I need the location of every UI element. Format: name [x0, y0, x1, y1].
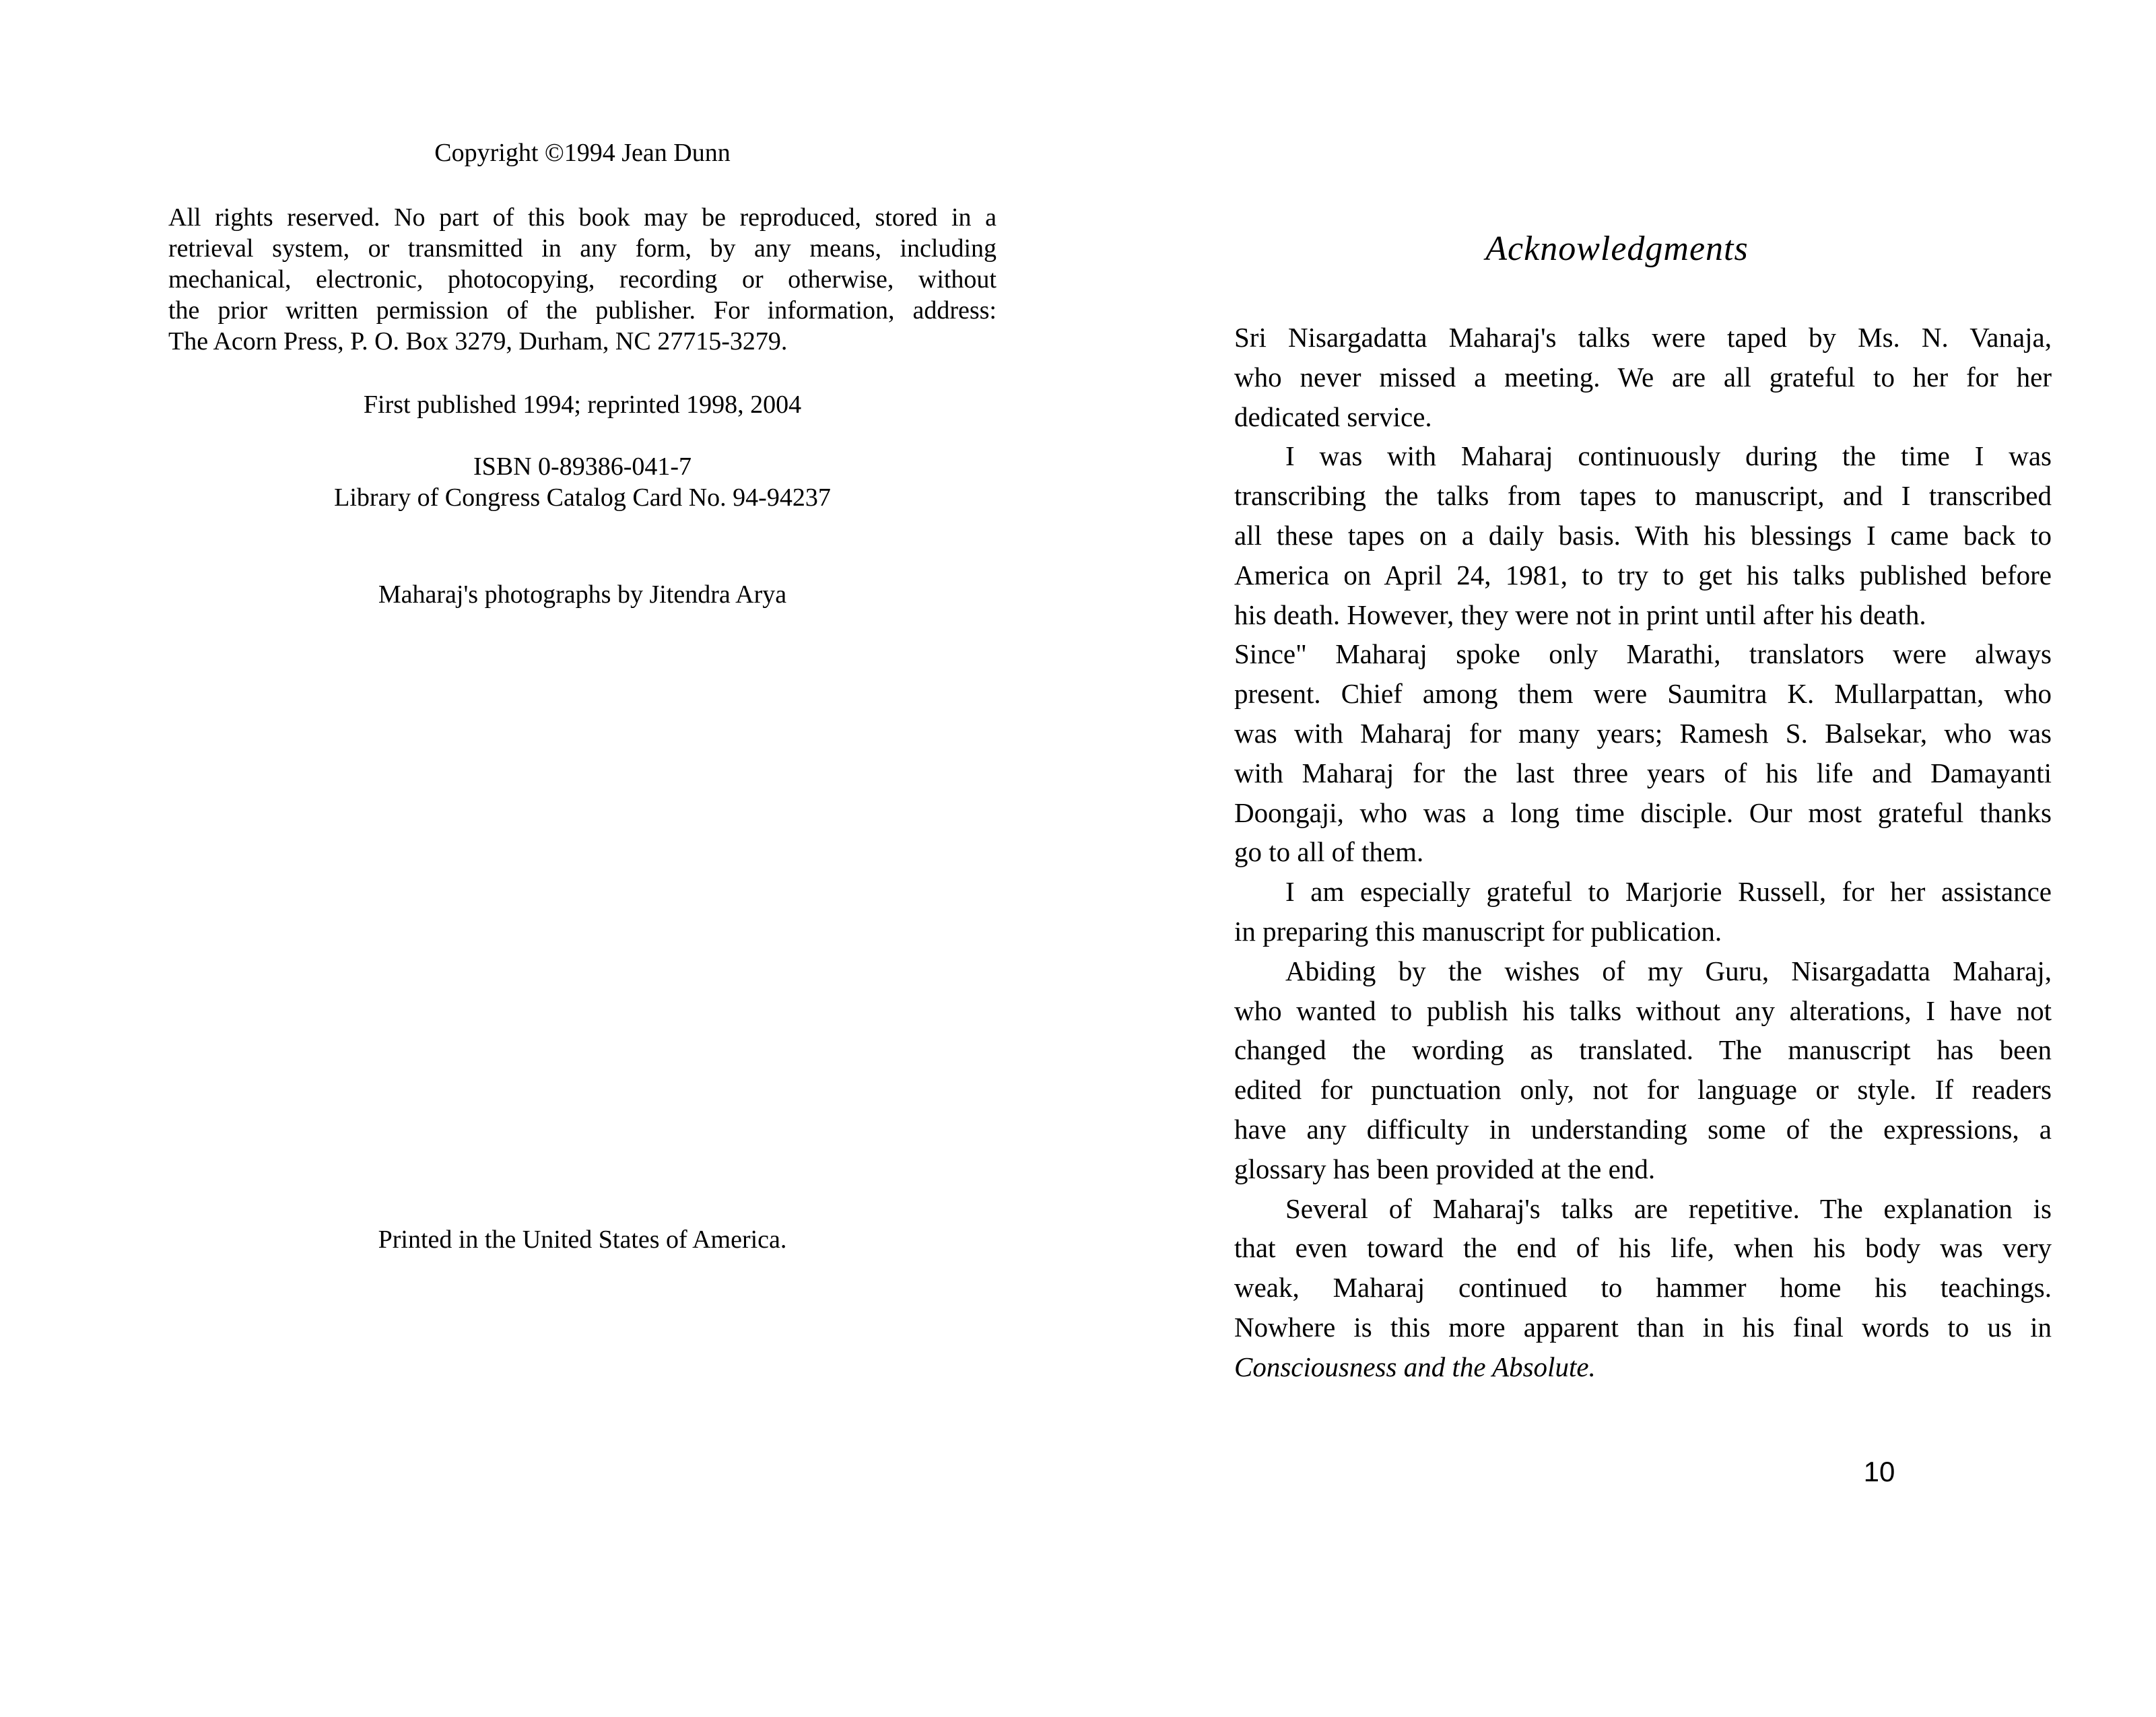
- isbn: ISBN 0-89386-041-7: [473, 452, 692, 481]
- body-line: Nowhere is this more apparent than in his final words to us in: [1234, 1311, 2052, 1343]
- body-line: all these tapes on a daily basis. With his blessings I came back to: [1234, 519, 2052, 551]
- body-line: I am especially grateful to Marjorie Russell, for her assistance: [1285, 876, 2052, 908]
- body-line: Abiding by the wishes of my Guru, Nisargadatta Maharaj,: [1285, 955, 2052, 986]
- body-line: his death. However, they were not in print until after his death.: [1234, 599, 1926, 630]
- photo-credit: Maharaj's photographs by Jitendra Arya: [378, 580, 787, 609]
- body-line: Sri Nisargadatta Maharaj's talks were taped by Ms. N. Vanaja,: [1234, 322, 2052, 353]
- body-line: America on April 24, 1981, to try to get his talks published before: [1234, 559, 2052, 591]
- library-of-congress-card: Library of Congress Catalog Card No. 94-94237: [334, 483, 831, 512]
- body-line: changed the wording as translated. The manuscript has been: [1234, 1034, 2052, 1066]
- printed-in-notice: Printed in the United States of America.: [378, 1225, 787, 1254]
- body-line: who never missed a meeting. We are all grateful to her for her: [1234, 361, 2052, 393]
- body-line: in preparing this manuscript for publication.: [1234, 915, 1722, 947]
- body-line: Since" Maharaj spoke only Marathi, translators were always: [1234, 638, 2052, 670]
- rights-line: mechanical, electronic, photocopying, recording or otherwise, without: [168, 265, 997, 294]
- body-line: go to all of them.: [1234, 836, 1424, 868]
- rights-line: All rights reserved. No part of this book may be reproduced, stored in a: [168, 203, 997, 232]
- body-line: with Maharaj for the last three years of his life and Damayanti: [1234, 757, 2052, 788]
- publication-history: First published 1994; reprinted 1998, 2004: [363, 391, 802, 419]
- body-line: transcribing the talks from tapes to manuscript, and I transcribed: [1234, 480, 2052, 512]
- right-page: [1078, 0, 2156, 1717]
- acknowledgments-title-text: Acknowledgments: [1485, 230, 1749, 268]
- body-line: Doongaji, who was a long time disciple. Our most grateful thanks: [1234, 797, 2052, 828]
- body-line: was with Maharaj for many years; Ramesh S. Balsekar, who was: [1234, 717, 2052, 749]
- body-line: edited for punctuation only, not for language or style. If readers: [1234, 1074, 2052, 1106]
- body-line: have any difficulty in understanding some of the expressions, a: [1234, 1113, 2052, 1145]
- rights-line: the prior written permission of the publisher. For information, address:: [168, 296, 997, 325]
- body-line-book-title: [1234, 1347, 2052, 1387]
- rights-statement: [168, 202, 997, 357]
- acknowledgments-title: [1078, 229, 2156, 269]
- body-line: who wanted to publish his talks without any alterations, I have not: [1234, 995, 2052, 1026]
- book-title-italic: Consciousness and the Absolute.: [1234, 1351, 1596, 1382]
- rights-line: retrieval system, or transmitted in any form, by any means, including: [168, 234, 997, 263]
- body-line: I was with Maharaj continuously during the time I was: [1285, 440, 2052, 472]
- copyright-notice: Copyright ©1994 Jean Dunn: [434, 139, 731, 167]
- body-line: dedicated service.: [1234, 401, 1432, 432]
- body-line: glossary has been provided at the end.: [1234, 1153, 1656, 1184]
- acknowledgments-body: [1234, 318, 2052, 1387]
- body-line: weak, Maharaj continued to hammer home his teachings.: [1234, 1272, 2052, 1304]
- body-line: Several of Maharaj's talks are repetitive. The explanation is: [1285, 1192, 2052, 1224]
- body-line: that even toward the end of his life, when his body was very: [1234, 1232, 2052, 1264]
- rights-line: The Acorn Press, P. O. Box 3279, Durham, NC 27715-3279.: [168, 327, 788, 356]
- page-number: 10: [1863, 1456, 1895, 1487]
- body-line: present. Chief among them were Saumitra K. Mullarpattan, who: [1234, 678, 2052, 710]
